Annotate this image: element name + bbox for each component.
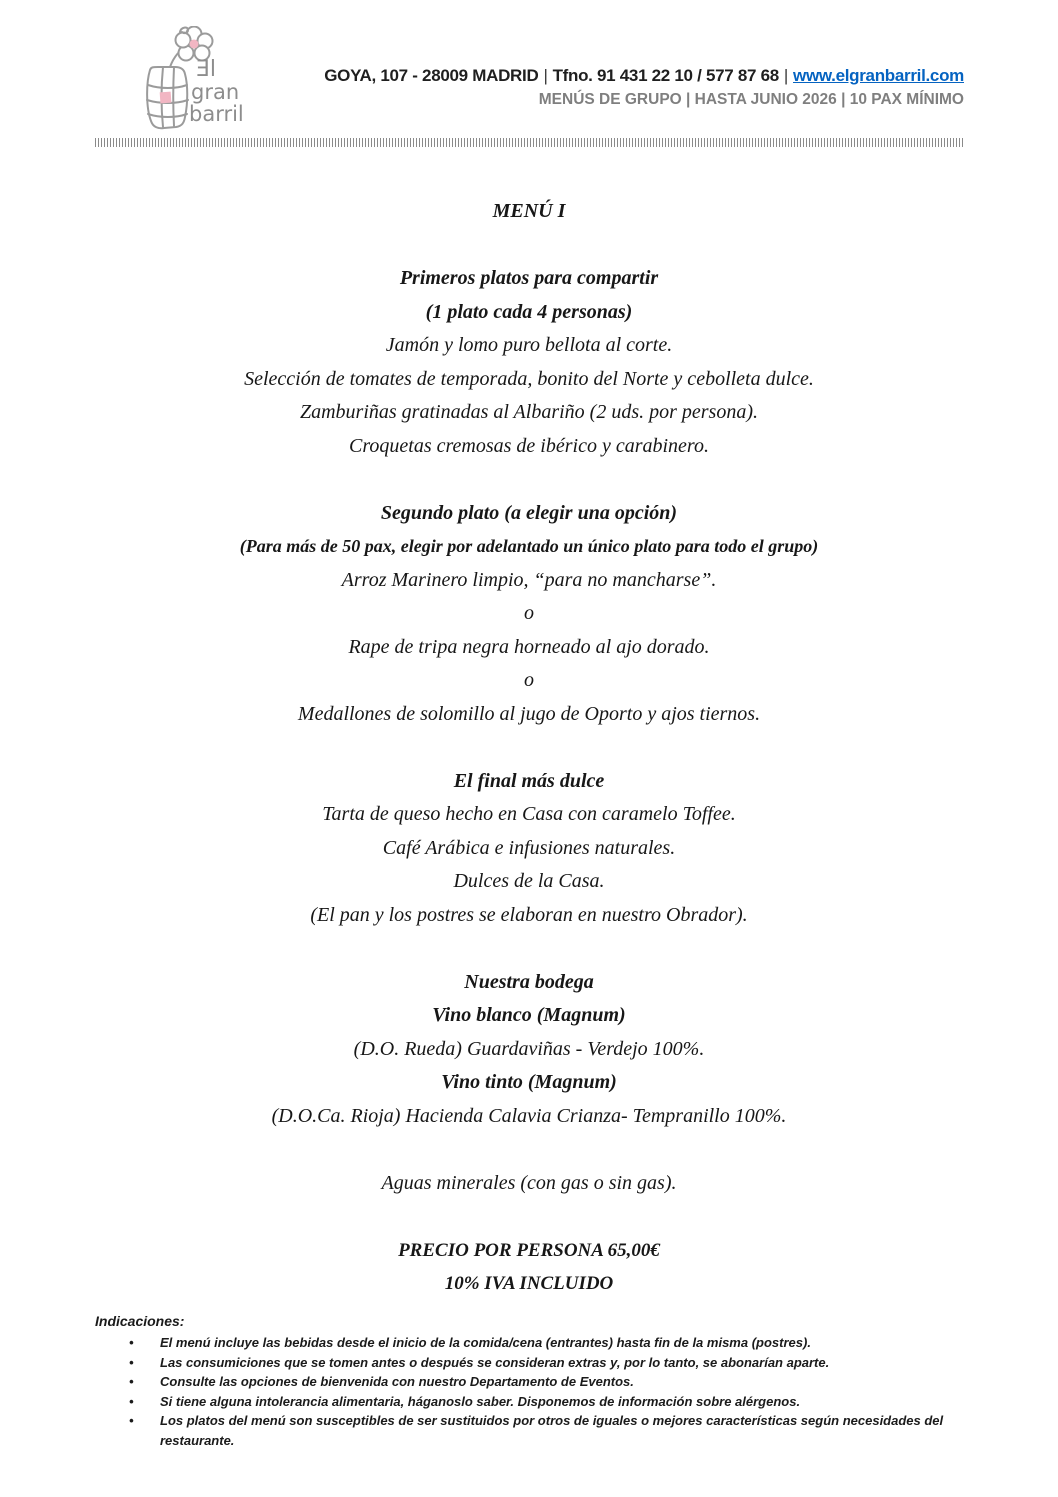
barrel-flower-icon — [136, 26, 281, 141]
separator: | — [783, 66, 789, 85]
menu-item: Croquetas cremosas de ibérico y carabinero. — [349, 434, 709, 457]
price-line: PRECIO POR PERSONA 65,00€ — [398, 1239, 660, 1261]
logo-text-el: Ǝl — [196, 57, 217, 82]
cellar-heading: Nuestra bodega — [464, 970, 594, 993]
flower-center — [190, 40, 199, 49]
red-wine-label: Vino tinto (Magnum) — [441, 1071, 617, 1093]
restaurant-logo — [136, 26, 281, 141]
indications-label: Indicaciones: — [95, 1313, 185, 1329]
dessert-heading: El final más dulce — [453, 769, 605, 792]
starters-note: (1 plato cada 4 personas) — [425, 300, 633, 323]
pink-patch — [160, 92, 172, 104]
menu-item: Selección de tomates de temporada, bonito del Norte y cebolleta dulce. — [244, 367, 814, 390]
indication-item: • Si tiene alguna intolerancia alimentaria, háganoslo saber. Disponemos de información sobre alérgenos. — [95, 1392, 965, 1412]
menu-item: (El pan y los postres se elaboran en nuestro Obrador). — [310, 903, 748, 926]
menu-item: Jamón y lomo puro bellota al corte. — [385, 334, 673, 356]
header-block — [324, 66, 964, 109]
option-separator: o — [524, 669, 534, 691]
website-link[interactable]: www.elgranbarril.com — [793, 66, 964, 85]
menu-item: Arroz Marinero limpio, “para no mancharse”. — [341, 568, 717, 591]
indications-section — [95, 1312, 965, 1450]
logo-text-gran: gran — [191, 80, 240, 104]
menu-title: MENÚ I — [492, 200, 566, 222]
option-separator: o — [524, 602, 534, 624]
white-wine-detail: (D.O. Rueda) Guardaviñas - Verdejo 100%. — [353, 1037, 705, 1060]
indication-item: • Consulte las opciones de bienvenida con nuestro Departamento de Eventos. — [95, 1372, 965, 1392]
indication-item: • Las consumiciones que se tomen antes o después se consideran extras y, por lo tanto, se abonarían aparte. — [95, 1353, 965, 1373]
menu-item: Zamburiñas gratinadas al Albariño (2 uds. por persona). — [299, 401, 758, 423]
menu-item: Café Arábica e infusiones naturales. — [382, 836, 676, 859]
water-line: Aguas minerales (con gas o sin gas). — [381, 1171, 677, 1194]
white-wine-label: Vino blanco (Magnum) — [432, 1004, 626, 1026]
menu-body — [0, 195, 1058, 1301]
menu-item: Dulces de la Casa. — [453, 870, 605, 892]
address-text: GOYA, 107 - 28009 MADRID — [324, 66, 539, 85]
menu-header-subtitle: MENÚS DE GRUPO | HASTA JUNIO 2026 | 10 PAX MÍNIMO — [538, 91, 964, 108]
menu-item: Rape de tripa negra horneado al ajo dorado. — [348, 635, 710, 658]
separator: | — [543, 66, 548, 85]
logo-text-barril: barril — [189, 102, 244, 126]
indication-item: • El menú incluye las bebidas desde el inicio de la comida/cena (entrantes) hasta fin de la misma (postres). — [95, 1333, 965, 1353]
second-course-heading: Segundo plato (a elegir una opción) — [380, 501, 678, 524]
red-wine-detail: (D.O.Ca. Rioja) Hacienda Calavia Crianza- Tempranillo 100%. — [271, 1104, 787, 1127]
menu-item: Medallones de solomillo al jugo de Oporto y ajos tiernos. — [297, 702, 761, 725]
menu-item: Tarta de queso hecho en Casa con caramelo Toffee. — [322, 803, 736, 825]
dotted-divider — [95, 138, 963, 147]
phone-text: Tfno. 91 431 22 10 / 577 87 68 — [552, 66, 779, 85]
indication-item: • Los platos del menú son susceptibles de ser sustituidos por otros de iguales o mejores características según necesidades del restaurante. — [95, 1411, 965, 1450]
vat-line: 10% IVA INCLUIDO — [444, 1273, 614, 1294]
contact-line — [324, 66, 964, 86]
indications-list — [95, 1333, 965, 1450]
second-course-note: (Para más de 50 pax, elegir por adelantado un único plato para todo el grupo) — [239, 536, 819, 556]
starters-heading: Primeros platos para compartir — [399, 267, 659, 289]
